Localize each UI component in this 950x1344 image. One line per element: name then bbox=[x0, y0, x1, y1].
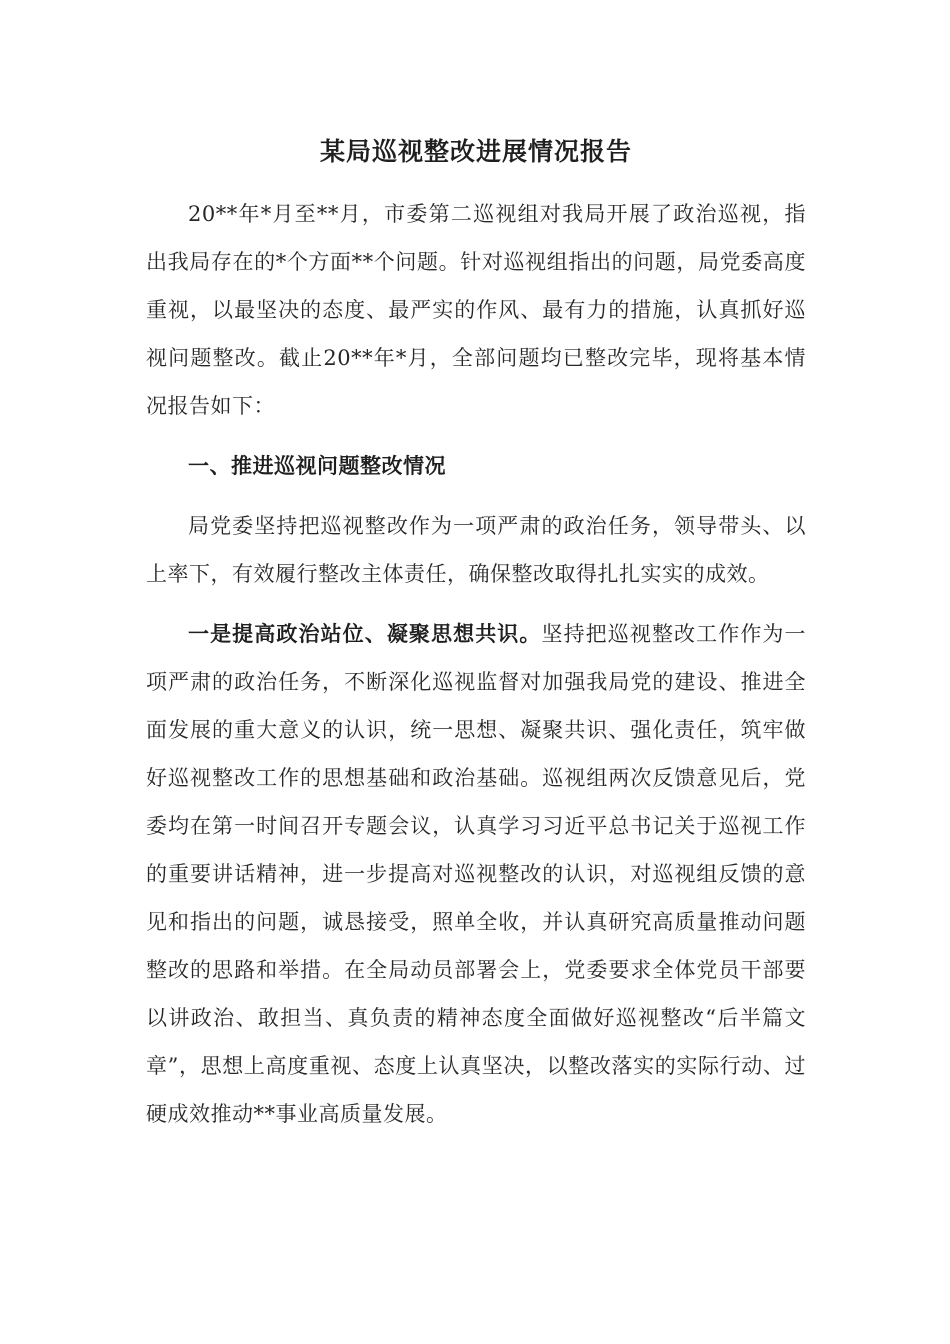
document-title: 某局巡视整改进展情况报告 bbox=[319, 137, 632, 166]
section-1-heading: 一、推进巡视问题整改情况 bbox=[188, 453, 446, 478]
document-body bbox=[146, 128, 806, 1138]
section-1-paragraph: 局党委坚持把巡视整改作为一项严肃的政治任务，领导带头、以上率下，有效履行整改主体责任，确保整改取得扎扎实实的成效。 bbox=[146, 514, 806, 586]
intro-paragraph: 20**年*月至**月，市委第二巡视组对我局开展了政治巡视，指出我局存在的*个方面**个问题。针对巡视组指出的问题，局党委高度重视，以最坚决的态度、最严实的作风、最有力的措施，认真抓好巡视问题整改。截止20**年*月，全部问题均已整改完毕，现将基本情况报告如下： bbox=[146, 202, 806, 418]
item-1-lead: 一是提高政治站位、凝聚思想共识。 bbox=[188, 621, 542, 646]
item-1-body: 坚持把巡视整改工作作为一项严肃的政治任务，不断深化巡视监督对加强我局党的建设、推进全面发展的重大意义的认识，统一思想、凝聚共识、强化责任，筑牢做好巡视整改工作的思想基础和政治基础。巡视组两次反馈意见后，党委均在第一时间召开专题会议，认真学习习近平总书记关于巡视工作的重要讲话精神，进一步提高对巡视整改的认识，对巡视组反馈的意见和指出的问题，诚恳接受，照单全收，并认真研究高质量推动问题整改的思路和举措。在全局动员部署会上，党委要求全体党员干部要以讲政治、敢担当、真负责的精神态度全面做好巡视整改“后半篇文章”，思想上高度重视、态度上认真坚决，以整改落实的实际行动、过硬成效推动**事业高质量发展。 bbox=[146, 622, 807, 1126]
section-1-item-1 bbox=[146, 610, 806, 1138]
